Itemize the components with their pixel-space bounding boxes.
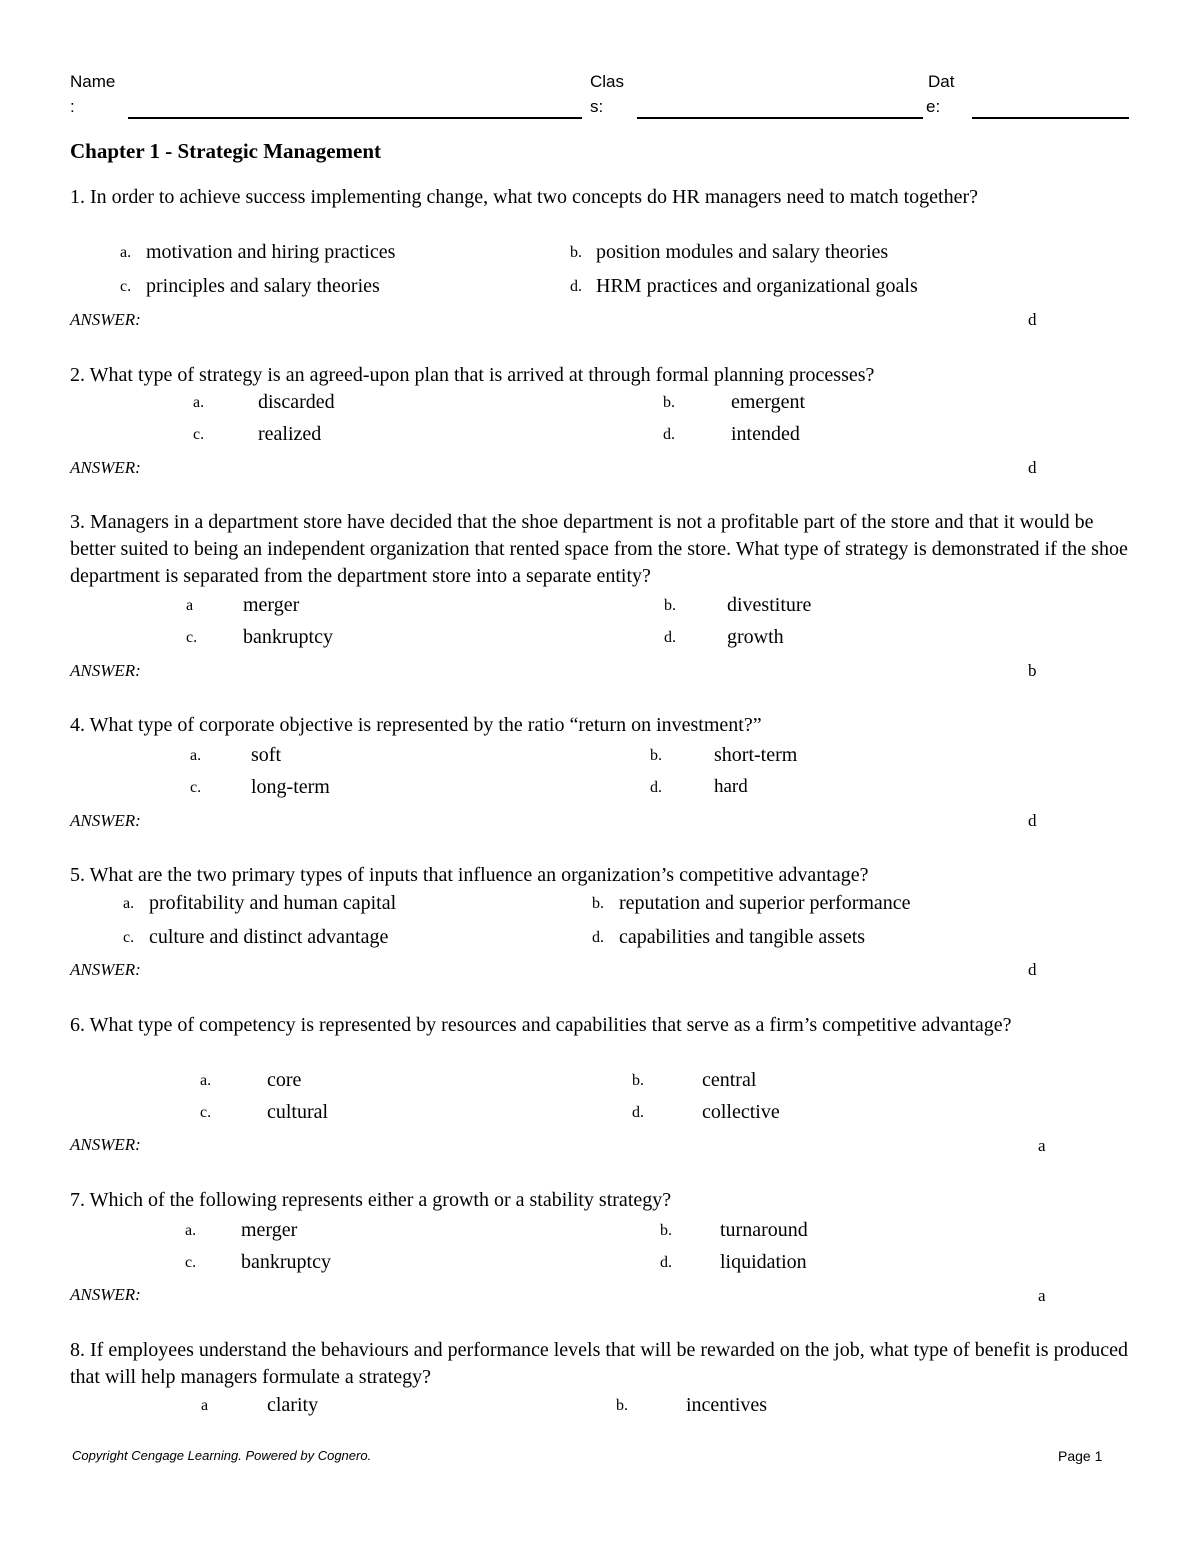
q2-option-c: realized — [258, 423, 322, 445]
class-label-colon: s: — [590, 97, 604, 116]
option-letter-a: a. — [185, 1222, 197, 1239]
option-letter-d: d. — [570, 278, 582, 295]
option-letter-b: b. — [663, 394, 675, 411]
option-letter-b: b. — [664, 597, 676, 614]
option-letter-c: c. — [123, 929, 135, 946]
answer-label: ANSWER: — [70, 458, 141, 477]
q6-option-b: central — [702, 1069, 757, 1091]
q2-option-a: discarded — [258, 391, 335, 413]
option-letter-d: d. — [663, 426, 675, 443]
option-letter-c: c. — [186, 629, 198, 646]
option-letter-d: d. — [660, 1254, 672, 1271]
q4-answer: d — [1028, 811, 1037, 830]
answer-label: ANSWER: — [70, 960, 141, 979]
name-field[interactable] — [128, 117, 582, 119]
q2-option-d: intended — [731, 423, 800, 445]
question-4: 4. What type of corporate objective is represented by the ratio “return on investment?” — [70, 714, 762, 736]
page-title: Chapter 1 - Strategic Management — [70, 139, 382, 163]
q5-answer: d — [1028, 960, 1037, 979]
option-letter-c: c. — [185, 1254, 197, 1271]
option-letter-b: b. — [592, 895, 604, 912]
option-letter-a: a. — [190, 747, 202, 764]
answer-label: ANSWER: — [70, 811, 141, 830]
date-field[interactable] — [972, 117, 1129, 119]
q3-option-a: merger — [243, 594, 300, 616]
q6-option-a: core — [267, 1069, 302, 1091]
page-number: Page 1 — [1058, 1448, 1103, 1464]
option-letter-a: a — [186, 597, 194, 614]
option-letter-a: a. — [200, 1072, 212, 1089]
option-letter-a: a. — [123, 895, 135, 912]
q7-option-a: merger — [241, 1219, 298, 1241]
q5-option-b: reputation and superior performance — [619, 892, 911, 914]
option-letter-c: c. — [193, 426, 205, 443]
option-letter-d: d. — [664, 629, 676, 646]
q5-option-a: profitability and human capital — [149, 892, 397, 914]
q1-option-c: principles and salary theories — [146, 275, 380, 297]
question-7: 7. Which of the following represents either a growth or a stability strategy? — [70, 1189, 672, 1211]
option-letter-c: c. — [120, 278, 132, 295]
option-letter-b: b. — [632, 1072, 644, 1089]
q8-option-a: clarity — [267, 1394, 319, 1416]
q1-option-a: motivation and hiring practices — [146, 241, 396, 263]
answer-label: ANSWER: — [70, 310, 141, 329]
option-letter-a: a. — [193, 394, 205, 411]
q6-option-c: cultural — [267, 1101, 329, 1123]
question-2: 2. What type of strategy is an agreed-upon plan that is arrived at through formal planning processes? — [70, 364, 875, 386]
q7-option-c: bankruptcy — [241, 1251, 331, 1273]
option-letter-a: a. — [120, 244, 132, 261]
q4-option-d: hard — [714, 776, 748, 797]
answer-label: ANSWER: — [70, 661, 141, 680]
option-letter-d: d. — [592, 929, 604, 946]
q7-answer: a — [1038, 1286, 1046, 1305]
class-field[interactable] — [637, 117, 923, 119]
option-letter-a: a — [201, 1397, 209, 1414]
q5-option-d: capabilities and tangible assets — [619, 926, 866, 948]
q7-option-d: liquidation — [720, 1251, 807, 1273]
q4-option-c: long-term — [251, 776, 330, 798]
q3-option-c: bankruptcy — [243, 626, 333, 648]
q4-option-a: soft — [251, 744, 281, 766]
q3-option-d: growth — [727, 626, 784, 648]
q1-option-d: HRM practices and organizational goals — [596, 275, 918, 297]
footer-copyright: Copyright Cengage Learning. Powered by Cognero. — [72, 1448, 372, 1463]
q2-answer: d — [1028, 458, 1037, 477]
name-label-colon: : — [70, 97, 75, 116]
option-letter-d: d. — [650, 779, 662, 796]
date-label: Dat — [928, 72, 955, 91]
option-letter-d: d. — [632, 1104, 644, 1121]
q1-option-b: position modules and salary theories — [596, 241, 889, 263]
option-letter-b: b. — [650, 747, 662, 764]
name-label: Name — [70, 72, 116, 91]
option-letter-b: b. — [570, 244, 582, 261]
option-letter-c: c. — [190, 779, 202, 796]
q4-option-b: short-term — [714, 744, 798, 766]
q6-answer: a — [1038, 1136, 1046, 1155]
class-label: Clas — [590, 72, 625, 91]
q3-option-b: divestiture — [727, 594, 812, 616]
date-label-colon: e: — [926, 97, 941, 116]
q5-option-c: culture and distinct advantage — [149, 926, 389, 948]
q6-option-d: collective — [702, 1101, 780, 1123]
question-6: 6. What type of competency is represented by resources and capabilities that serve as a firm’s competitive advantage? — [70, 1014, 1012, 1036]
q8-option-b: incentives — [686, 1394, 768, 1416]
question-1: 1. In order to achieve success implementing change, what two concepts do HR managers need to match together? — [70, 186, 979, 208]
q1-answer: d — [1028, 310, 1037, 329]
question-5: 5. What are the two primary types of inputs that influence an organization’s competitive advantage? — [70, 864, 869, 886]
q7-option-b: turnaround — [720, 1219, 808, 1241]
q2-option-b: emergent — [731, 391, 806, 413]
q3-answer: b — [1028, 661, 1037, 680]
question-8: 8. If employees understand the behaviours and performance levels that will be rewarded on the job, what type of benefit is produced that will help managers formulate a strategy? — [70, 1339, 1128, 1388]
option-letter-b: b. — [616, 1397, 628, 1414]
answer-label: ANSWER: — [70, 1135, 141, 1154]
question-3: 3. Managers in a department store have decided that the shoe department is not a profitable part of the store and that it would be better suited to being an independent organization that rented space from the store. What type of strategy is demonstrated if the shoe department is separated from the department store into a separate entity? — [70, 511, 1128, 587]
option-letter-c: c. — [200, 1104, 212, 1121]
answer-label: ANSWER: — [70, 1285, 141, 1304]
option-letter-b: b. — [660, 1222, 672, 1239]
